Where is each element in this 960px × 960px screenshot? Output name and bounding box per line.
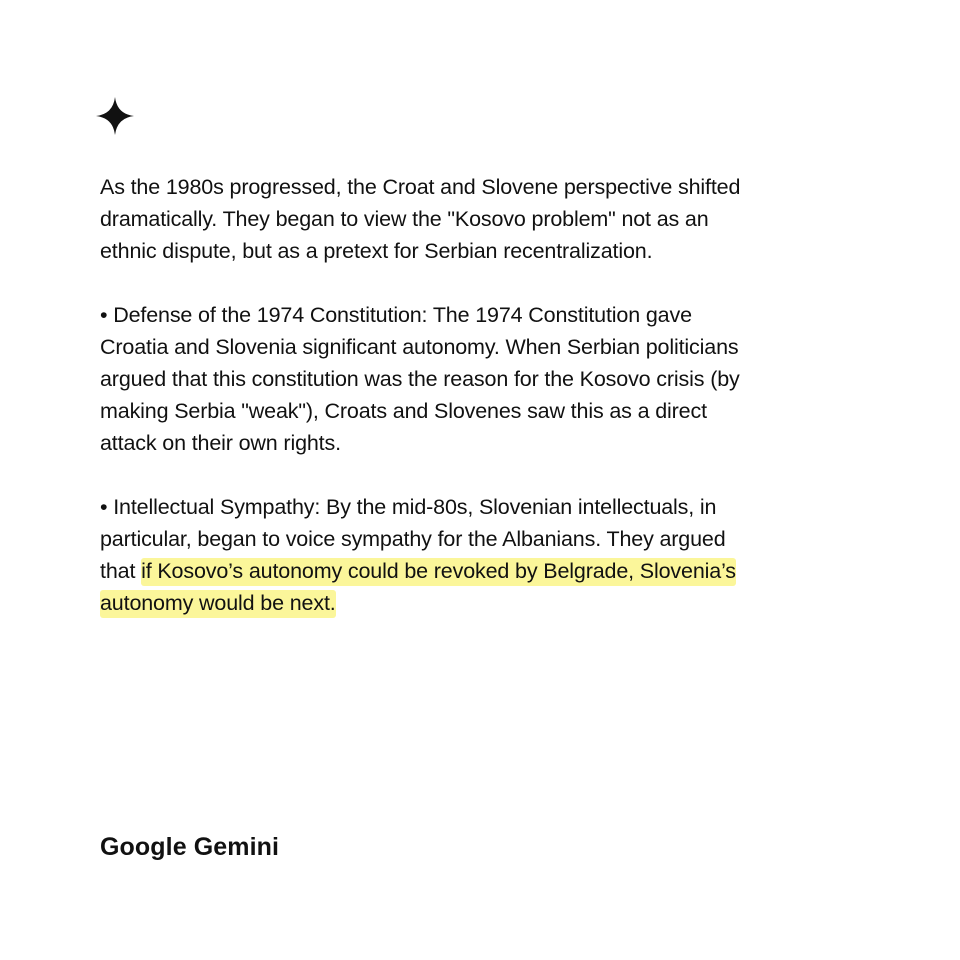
highlighted-text: if Kosovo’s autonomy could be revoked by Belgrade, Slovenia’s autonomy would be next. <box>100 558 736 618</box>
bullet-constitution: • Defense of the 1974 Constitution: The 1974 Constitution gave Croatia and Slovenia significant autonomy. When Serbian politicians argued that this constitution was the reason for the Kosovo crisis (by making Serbia "weak"), Croats and Slovenes saw this as a direct attack on their own rights. <box>100 303 740 455</box>
brand-label: Google Gemini <box>100 833 280 861</box>
bullet-intellectual-sympathy <box>100 492 760 619</box>
sparkle-icon <box>96 97 134 135</box>
response-body <box>100 172 760 653</box>
intro-paragraph: As the 1980s progressed, the Croat and Slovene perspective shifted dramatically. They began to view the "Kosovo problem" not as an ethnic dispute, but as a pretext for Serbian recentralization. <box>100 175 741 263</box>
bullet-text: • Intellectual Sympathy: By the mid-80s, Slovenian intellectuals, in particular, began to voice sympathy for the Albanians. They argued that <box>100 495 726 583</box>
